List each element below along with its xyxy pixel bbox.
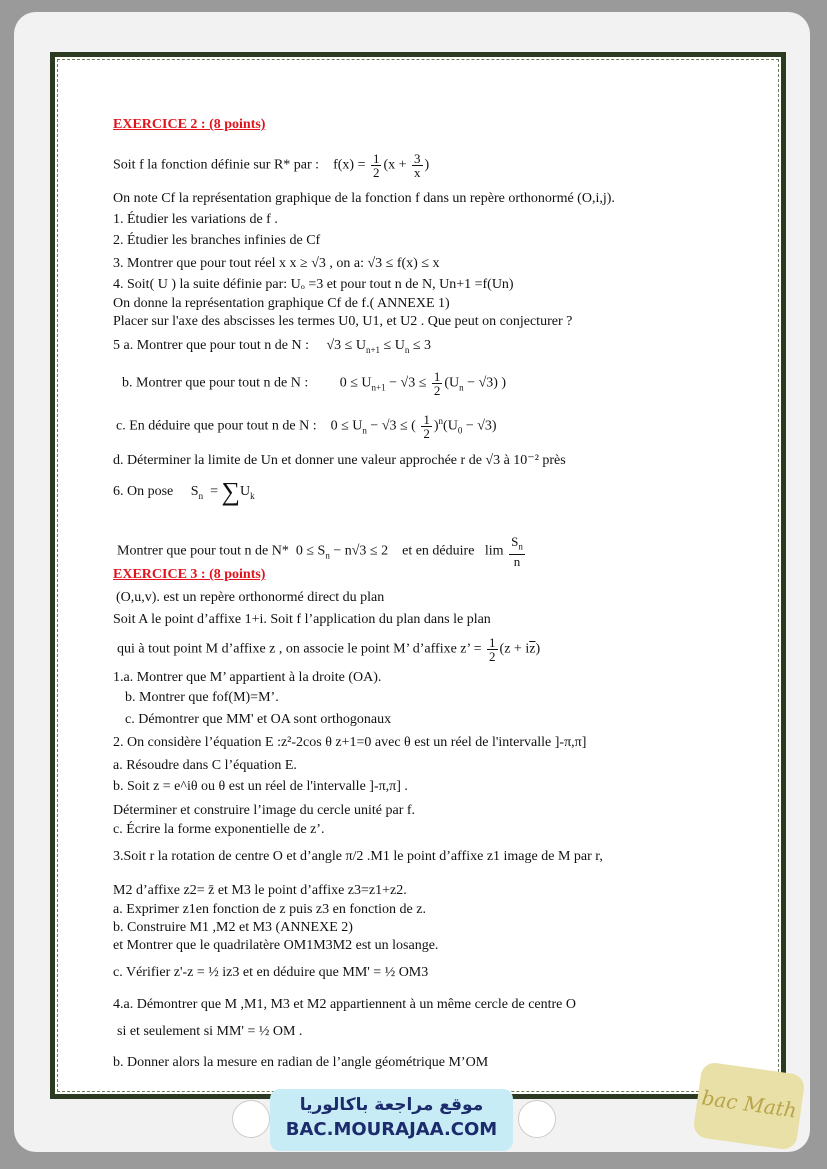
ex3-q2: 2. On considère l’équation E :z²-2cos θ z+1=0 avec θ est un réel de l'intervalle ]-π,π] bbox=[113, 735, 587, 750]
ex3-q1c: c. Démontrer que MM' et OA sont orthogonaux bbox=[125, 712, 392, 727]
footer-arabic-title: موقع مراجعة باكالوريا bbox=[299, 1095, 484, 1115]
exercise-3-title: EXERCICE 3 : (8 points) bbox=[113, 567, 266, 582]
exercise-2-title: EXERCICE 2 : (8 points) bbox=[113, 117, 266, 132]
ex3-q3c: c. Vérifier z'-z = ½ iz3 et en déduire que MM' = ½ OM3 bbox=[113, 965, 429, 980]
footer-banner[interactable] bbox=[270, 1089, 513, 1151]
ex2-function-def: Soit f la fonction définie sur R* par : f(x) = $\frac{1}{2}$ (x + $\frac{3}{x}$ ) bbox=[113, 151, 430, 180]
ex3-q1b: b. Montrer que fof(M)=M’. bbox=[125, 690, 279, 705]
ex2-q3: 3. Montrer que pour tout réel x x ≥ √3 , on a: √3 ≤ f(x) ≤ x bbox=[113, 256, 440, 271]
footer-logo-right bbox=[518, 1100, 556, 1138]
ex3-q3a: a. Exprimer z1en fonction de z puis z3 en fonction de z. bbox=[113, 902, 426, 917]
ex2-q6b: Montrer que pour tout n de N* $0 \le S_n - n√3 \le 2$ et en déduire lim $\frac{S_n}{n}$ bbox=[117, 534, 523, 569]
ex2-q5c: c. En déduire que pour tout n de N : $0 \le U_n - √3$ ≤ ( $\frac{1}{2}$ )$^n(U_0 - √3)$ bbox=[116, 412, 497, 441]
ex2-q6: 6. On pose $S_n = \sum U_k$ bbox=[113, 477, 255, 506]
ex3-q3: 3.Soit r la rotation de centre O et d’angle π/2 .M1 le point d’affixe z1 image de M par r, bbox=[113, 849, 603, 864]
ex3-q3b-losange: et Montrer que le quadrilatère OM1M3M2 est un losange. bbox=[113, 938, 439, 953]
ex3-q2c: c. Écrire la forme exponentielle de z’. bbox=[113, 822, 325, 837]
ex2-q1: 1. Étudier les variations de f . bbox=[113, 212, 278, 227]
ex3-q4b: b. Donner alors la mesure en radian de l’angle géométrique M’OM bbox=[113, 1055, 489, 1070]
ex2-q4-conjecture: Placer sur l'axe des abscisses les termes U0, U1, et U2 . Que peut on conjecturer ? bbox=[113, 314, 573, 329]
footer-site-link[interactable]: BAC.MOURAJAA.COM bbox=[285, 1119, 498, 1140]
ex3-q3b: b. Construire M1 ,M2 et M3 (ANNEXE 2) bbox=[113, 920, 353, 935]
ex2-graph-note: On note Cf la représentation graphique de la fonction f dans un repère orthonormé (O,i,j). bbox=[113, 191, 615, 206]
ex2-q5a: 5 a. Montrer que pour tout n de N : $√3 \le U_{n+1} \le U_n \le 3$ bbox=[113, 338, 432, 355]
ex3-q4a-cond: si et seulement si MM' = ½ OM . bbox=[117, 1024, 303, 1039]
ex3-q2b: b. Soit z = e^iθ ou θ est un réel de l'intervalle ]-π,π] . bbox=[113, 779, 408, 794]
footer-logo-left bbox=[232, 1100, 270, 1138]
ex3-q1a: 1.a. Montrer que M’ appartient à la droite (OA). bbox=[113, 670, 382, 685]
ex3-frame: (O,u,v). est un repère orthonormé direct du plan bbox=[116, 590, 385, 605]
ex3-q2a: a. Résoudre dans C l’équation E. bbox=[113, 758, 297, 773]
ex3-l2: qui à tout point M d’affixe z , on associe le point M’ d’affixe z’ = $\frac{1}{2}$ $(z + i\overline{z})$ bbox=[117, 635, 541, 664]
ex2-q5d: d. Déterminer la limite de Un et donner une valeur approchée r de √3 à 10⁻² près bbox=[113, 453, 566, 468]
ex3-l1: Soit A le point d’affixe 1+i. Soit f l’application du plan dans le plan bbox=[113, 612, 491, 627]
ex2-q4-annexe: On donne la représentation graphique Cf de f.( ANNEXE 1) bbox=[113, 296, 450, 311]
ex2-q4: 4. Soit( U ) la suite définie par: Uₒ =3 et pour tout n de N, Un+1 =f(Un) bbox=[113, 277, 514, 292]
ex3-q2b-construct: Déterminer et construire l’image du cercle unité par f. bbox=[113, 803, 416, 818]
ex2-q5b: b. Montrer que pour tout n de N : $0 \le U_{n+1} - √3$ ≤ $\frac{1}{2}$ $(U_n - √3)$ ) bbox=[122, 369, 507, 398]
ex3-q4a: 4.a. Démontrer que M ,M1, M3 et M2 appartiennent à un même cercle de centre O bbox=[113, 997, 576, 1012]
bac-math-badge: bac Math bbox=[692, 1061, 806, 1151]
ex3-q3-m2: M2 d’affixe z2= z̄ et M3 le point d’affixe z3=z1+z2. bbox=[113, 883, 407, 898]
ex2-q2: 2. Étudier les branches infinies de Cf bbox=[113, 233, 321, 248]
